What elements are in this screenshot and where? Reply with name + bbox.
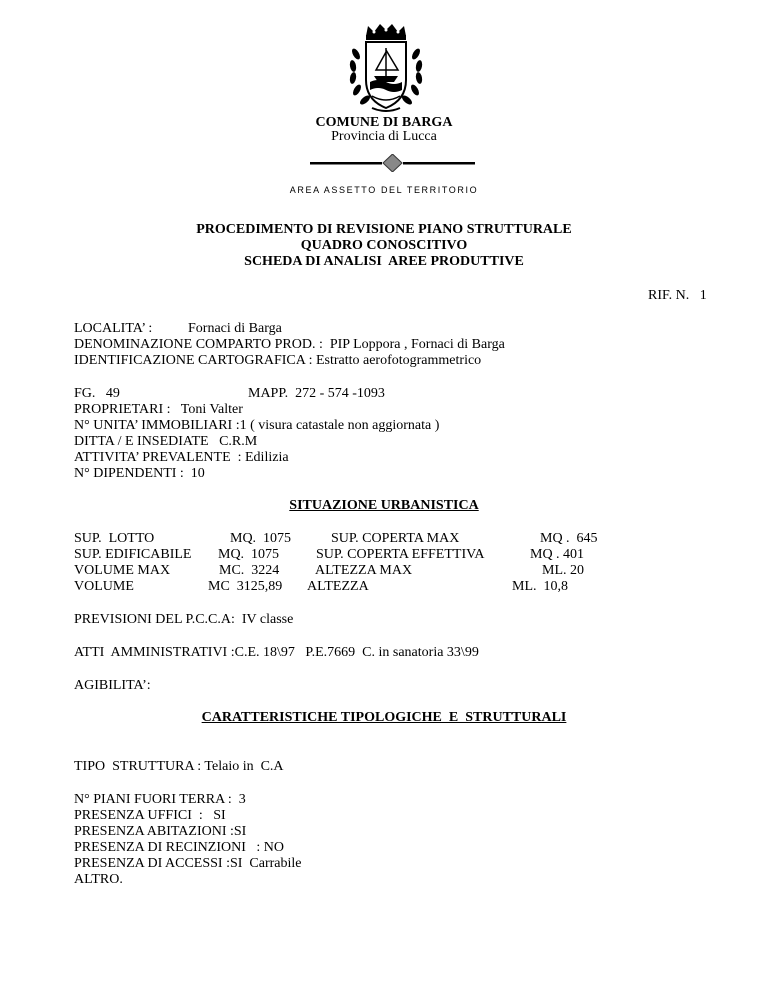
mapp-value: MAPP. 272 - 574 -1093	[248, 386, 385, 401]
comparto-line: DENOMINAZIONE COMPARTO PROD. : PIP Loppora , Fornaci di Barga	[74, 337, 505, 352]
dipendenti-line: N° DIPENDENTI : 10	[74, 466, 205, 481]
urb-row-1-label: SUP. LOTTO	[74, 531, 155, 546]
proprietari-line: PROPRIETARI : Toni Valter	[74, 402, 243, 417]
tipologiche-heading: CARATTERISTICHE TIPOLOGICHE E STRUTTURALI	[201, 710, 567, 725]
urb-row-4-value-2: ML. 10,8	[512, 579, 568, 594]
urb-row-1-value: MQ. 1075	[230, 531, 292, 546]
urb-row-3-label-2: ALTEZZA MAX	[315, 563, 413, 578]
unita-line: N° UNITA’ IMMOBILIARI :1 ( visura catastale non aggiornata )	[74, 418, 440, 433]
urb-row-3-label: VOLUME MAX	[74, 563, 171, 578]
urb-row-1-label-2: SUP. COPERTA MAX	[331, 531, 460, 546]
tipo-struttura-line: TIPO STRUTTURA : Telaio in C.A	[74, 759, 284, 774]
urb-row-4-label: VOLUME	[74, 579, 134, 594]
urb-row-2-value-2: MQ . 401	[530, 547, 585, 562]
abitazioni-line: PRESENZA ABITAZIONI :SI	[74, 824, 247, 839]
urb-row-3-value: MC. 3224	[219, 563, 280, 578]
urb-row-2-value: MQ. 1075	[218, 547, 280, 562]
urb-row-4-value: MC 3125,89	[208, 579, 283, 594]
uffici-line: PRESENZA UFFICI : SI	[74, 808, 226, 823]
localita-label: LOCALITA’ :	[74, 321, 153, 336]
comune-name: COMUNE DI BARGA	[315, 115, 453, 130]
attivita-line: ATTIVITA’ PREVALENTE : Edilizia	[74, 450, 289, 465]
cartografica-line: IDENTIFICAZIONE CARTOGRAFICA : Estratto aerofotogrammetrico	[74, 353, 482, 368]
area-label: AREA ASSETTO DEL TERRITORIO	[289, 185, 479, 195]
fg-value: FG. 49	[74, 386, 120, 401]
pcca-line: PREVISIONI DEL P.C.C.A: IV classe	[74, 612, 294, 627]
title-line-2: QUADRO CONOSCITIVO	[300, 238, 468, 253]
provincia-name: Provincia di Lucca	[331, 129, 437, 144]
recinzioni-line: PRESENZA DI RECINZIONI : NO	[74, 840, 284, 855]
urb-row-2-label-2: SUP. COPERTA EFFETTIVA	[316, 547, 485, 562]
atti-line: ATTI AMMINISTRATIVI :C.E. 18\97 P.E.7669 C. in sanatoria 33\99	[74, 645, 479, 660]
urb-row-4-label-2: ALTEZZA	[307, 579, 369, 594]
agibilita-line: AGIBILITA’:	[74, 678, 151, 693]
localita-value: Fornaci di Barga	[188, 321, 282, 336]
urbanistica-heading: SITUAZIONE URBANISTICA	[289, 498, 479, 513]
ref-number: RIF. N. 1	[648, 288, 707, 303]
divider-diamond-icon	[310, 154, 475, 172]
piani-line: N° PIANI FUORI TERRA : 3	[74, 792, 246, 807]
accessi-line: PRESENZA DI ACCESSI :SI Carrabile	[74, 856, 302, 871]
altro-line: ALTRO.	[74, 872, 123, 887]
title-line-3: SCHEDA DI ANALISI AREE PRODUTTIVE	[244, 254, 524, 269]
comune-crest-icon	[344, 20, 428, 116]
ditta-line: DITTA / E INSEDIATE C.R.M	[74, 434, 258, 449]
urb-row-3-value-2: ML. 20	[542, 563, 584, 578]
urb-row-2-label: SUP. EDIFICABILE	[74, 547, 192, 562]
title-line-1: PROCEDIMENTO DI REVISIONE PIANO STRUTTURALE	[196, 222, 572, 237]
urb-row-1-value-2: MQ . 645	[540, 531, 598, 546]
